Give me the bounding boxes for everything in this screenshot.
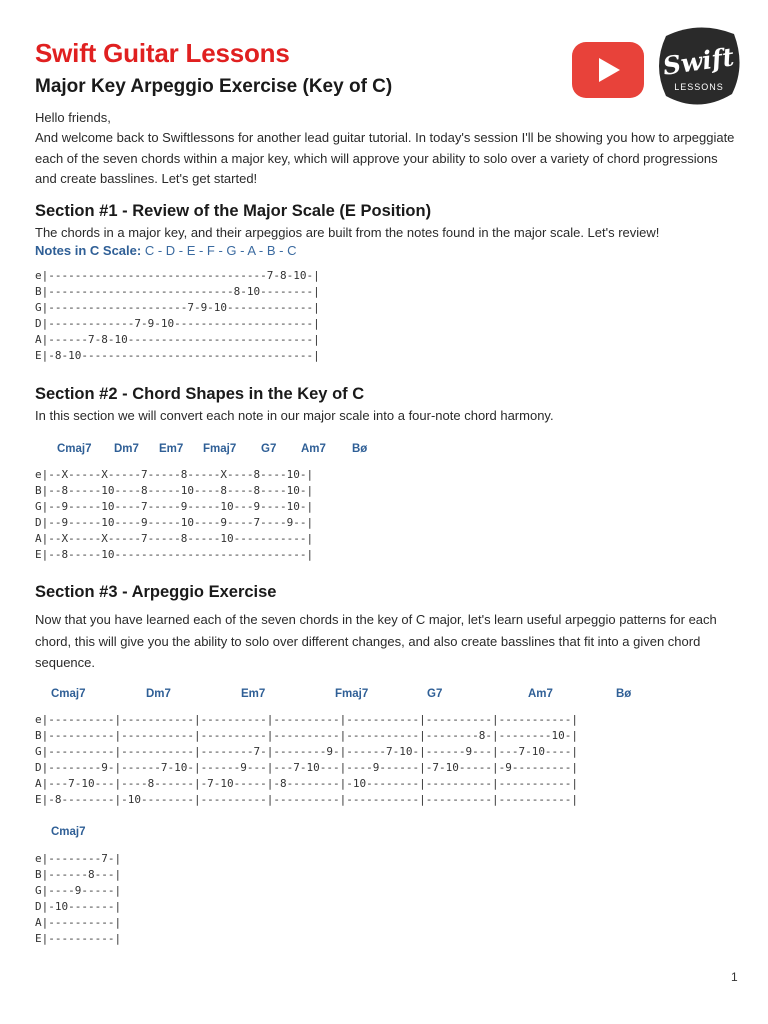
section2-chord-row xyxy=(0,443,768,459)
swift-lessons-logo xyxy=(656,24,742,108)
chord-label: Cmaj7 xyxy=(51,826,86,838)
chord-shapes-tab: e|--X-----X-----7-----8-----X----8----10-| B|--8-----10----8-----10----8----8----10-| G|--9-----10----7-----9-----10---9----10-| D|--9-----10----9-----10----9----7----9--| A|--X-----X-----7-----8-----10-----------| E|--8-----10-----------------------------| xyxy=(35,468,314,561)
youtube-icon[interactable] xyxy=(572,42,644,98)
section3-text: Now that you have learned each of the seven chords in the key of C major, let's learn useful arpeggio patterns for each chord, this will give you the ability to solo over different changes, and also create basslines that fit into a given chord sequence. xyxy=(35,612,717,670)
page-subtitle: Major Key Arpeggio Exercise (Key of C) xyxy=(35,76,393,97)
final-arpeggio-tab: e|--------7-| B|------8---| G|----9-----| D|-10-------| A|----------| E|----------| xyxy=(35,852,122,945)
section1-heading: Section #1 - Review of the Major Scale (E Position) xyxy=(35,202,432,220)
notes-in-scale xyxy=(35,243,296,258)
chord-label: Em7 xyxy=(159,443,184,455)
intro-paragraph: And welcome back to Swiftlessons for another lead guitar tutorial. In today's session I'll be showing you how to arpeggiate each of the seven chords within a major key, which will approve your ability to solo over a variety of chord progressions and create basslines. Let's get started! xyxy=(35,130,735,186)
play-icon xyxy=(599,58,620,82)
chord-label: Cmaj7 xyxy=(51,688,86,700)
section1-text: The chords in a major key, and their arpeggios are built from the notes found in the major scale. Let's review! xyxy=(35,225,660,240)
chord-label: Fmaj7 xyxy=(335,688,369,700)
page-number: 1 xyxy=(731,970,738,984)
section3-chord-row xyxy=(0,688,768,704)
logo-subtext: LESSONS xyxy=(674,82,724,92)
section2-text: In this section we will convert each note in our major scale into a four-note chord harmony. xyxy=(35,408,554,423)
chord-label: Cmaj7 xyxy=(57,443,92,455)
chord-label: G7 xyxy=(427,688,443,700)
chord-label: Bø xyxy=(616,688,632,700)
section2-heading: Section #2 - Chord Shapes in the Key of C xyxy=(35,385,365,403)
chord-label: Dm7 xyxy=(146,688,171,700)
chord-label: Am7 xyxy=(301,443,326,455)
chord-label: G7 xyxy=(261,443,277,455)
major-scale-tab: e|---------------------------------7-8-10-| B|----------------------------8-10--------| G|---------------------7-9-10-------------| D|-------------7-9-10---------------------| A|------7-8-10----------------------------| E|-8-10-----------------------------------| xyxy=(35,269,320,362)
arpeggio-exercise-tab: e|----------|-----------|----------|----------|-----------|----------|-----------| B|----------|-----------|----------|----------|-----------|--------8-|--------10-| G|----------|-----------|--------7-|--------9-|------7-10-|------9---|---7-10----| D|--------9-|------7-10-|------9---|---7-10---|----9------|-7-10-----|-9---------| A|---7-10---|----8------|-7-10-----|-8--------|-10--------|----------|-----------| E|-8--------|-10--------|----------|----------|-----------|----------|-----------| xyxy=(35,713,579,806)
logo-text: Swift xyxy=(661,42,736,81)
notes-label: Notes in C Scale: xyxy=(35,243,142,258)
notes-value: C - D - E - F - G - A - B - C xyxy=(141,243,297,258)
greeting: Hello friends, xyxy=(35,110,111,125)
chord-label: Am7 xyxy=(528,688,553,700)
brand-title: Swift Guitar Lessons xyxy=(35,38,290,68)
section3-heading: Section #3 - Arpeggio Exercise xyxy=(35,583,277,601)
final-chord-row xyxy=(0,826,768,842)
chord-label: Dm7 xyxy=(114,443,139,455)
chord-label: Em7 xyxy=(241,688,266,700)
chord-label: Fmaj7 xyxy=(203,443,237,455)
chord-label: Bø xyxy=(352,443,368,455)
